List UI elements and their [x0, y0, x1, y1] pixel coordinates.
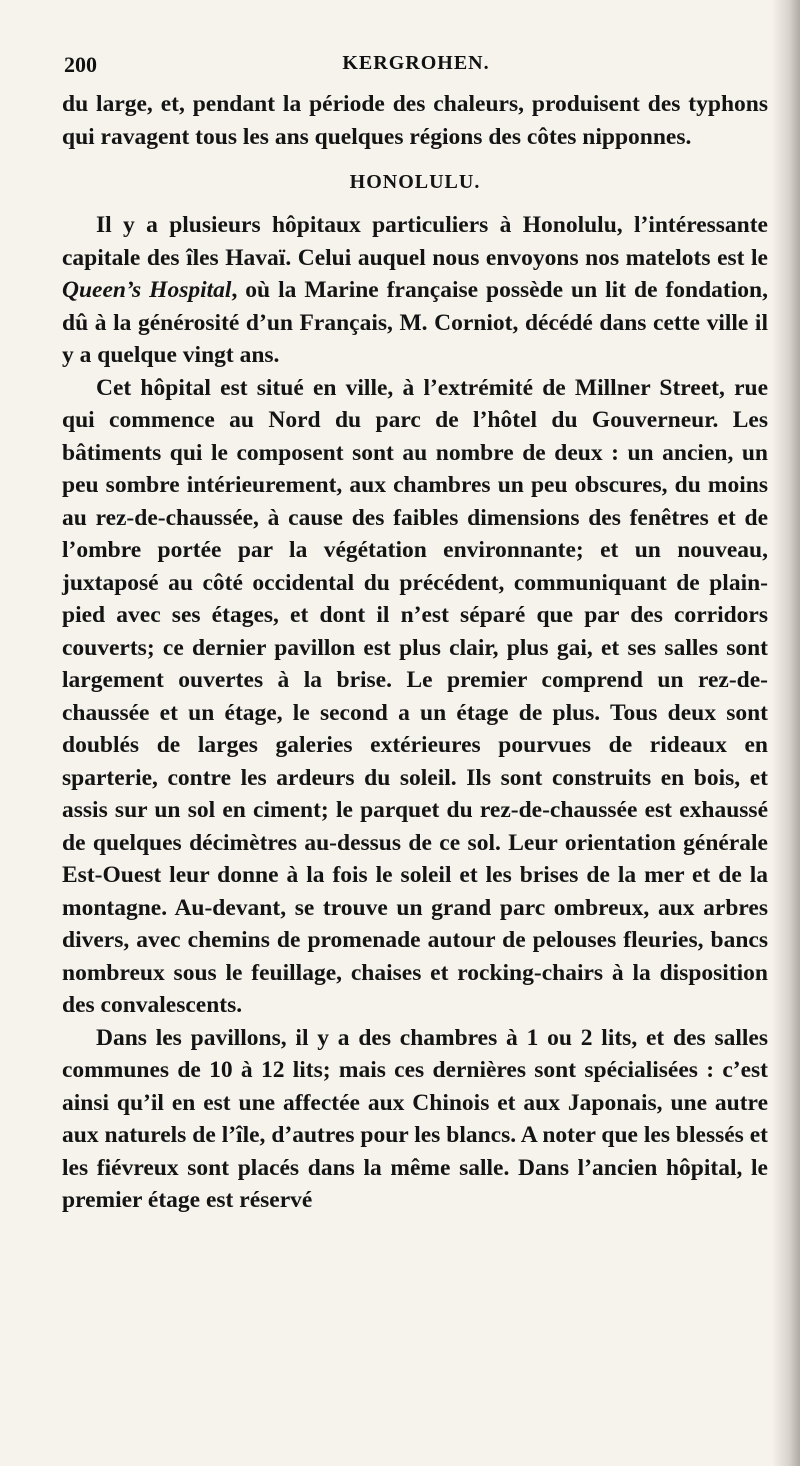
running-head [64, 52, 768, 82]
hospital-name-italic: Queen’s Hospital [62, 277, 232, 303]
body-text [62, 88, 768, 1217]
section-heading: HONOLULU. [349, 171, 481, 193]
page-number: 200 [64, 52, 97, 77]
running-title: KERGROHEN. [342, 52, 490, 74]
scan-edge-shadow [772, 0, 800, 1466]
paragraph-hospitals [62, 209, 768, 372]
paragraph-hospitals-part-a: Il y a plusieurs hôpitaux particuliers à Honolulu, l’intéressante capitale des îles Havaï. Celui auquel nous envoyons nos matelots est le [62, 212, 768, 271]
paragraph-pavilions: Dans les pavillons, il y a des chambres à 1 ou 2 lits, et des salles communes de 10 à 12 lits; mais ces dernières sont spécialisées : c’est ainsi qu’il en est une affectée aux Chinois et aux Japonais, une autre aux naturels de l’île, d’autres pour les blancs. A noter que les blessés et les fiévreux sont placés dans la même salle. Dans l’ancien hôpital, le premier étage est réservé [62, 1024, 768, 1213]
paragraph-location: Cet hôpital est situé en ville, à l’extrémité de Millner Street, rue qui commence au Nord du parc de l’hôtel du Gouverneur. Les bâtiments qui le composent sont au nombre de deux : un ancien, un peu sombre intérieurement, aux chambres un peu obscures, du moins au rez-de-chaussée, à cause des faibles dimensions des fenêtres et de l’ombre portée par la végétation environnante; et un nouveau, juxtaposé au côté occidental du précédent, communiquant de plain-pied avec ses étages, et dont il n’est séparé que par des corridors couverts; ce dernier pavillon est plus clair, plus gai, et ses salles sont largement ouvertes à la brise. Le premier comprend un rez-de-chaussée et un étage, le second a un étage de plus. Tous deux sont doublés de larges galeries extérieures pourvues de rideaux en sparterie, contre les ardeurs du soleil. Ils sont construits en bois, et assis sur un sol en ciment; le parquet du rez-de-chaussée est exhaussé de quelques décimètres au-dessus de ce sol. Leur orientation générale Est-Ouest leur donne à la fois le soleil et les brises de la mer et de la montagne. Au-devant, se trouve un grand parc ombreux, aux arbres divers, avec chemins de promenade autour de pelouses fleuries, bancs nombreux sous le feuillage, chaises et rocking-chairs à la disposition des convalescents. [62, 374, 768, 1018]
paragraph-hospitals-part-b: , où la Marine française possède un lit de fondation, dû à la générosité d’un Français, M. Corniot, décédé dans cette ville il y a quelque vingt ans. [62, 277, 768, 368]
paragraph-continuation: du large, et, pendant la période des chaleurs, produisent des typhons qui ravagent tous les ans quelques régions des côtes nipponnes. [62, 91, 768, 150]
